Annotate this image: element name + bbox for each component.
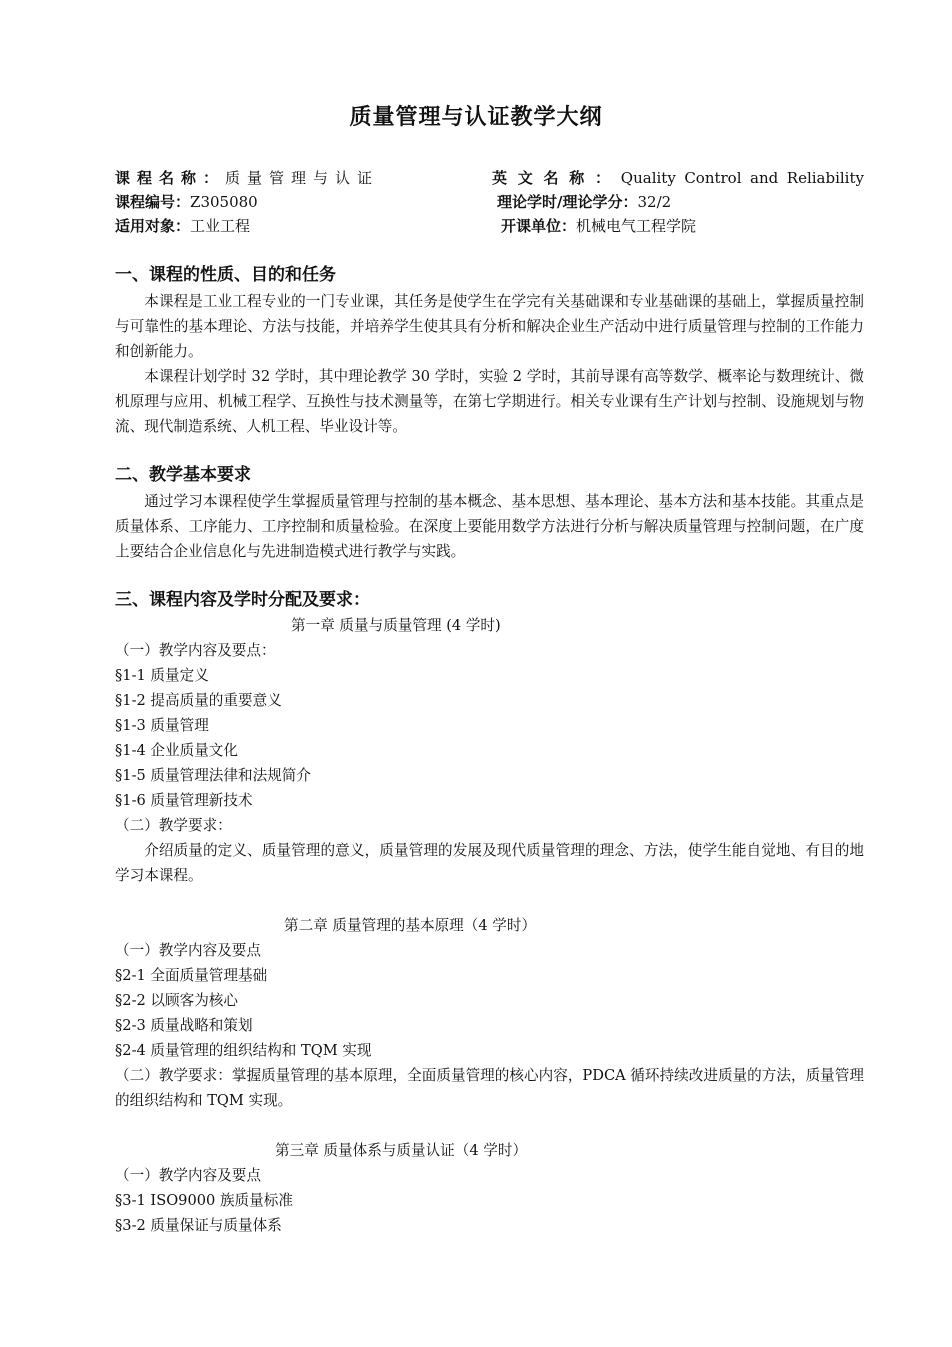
- chapter2-item: §2-1 全面质量管理基础: [115, 967, 268, 984]
- chapter1-item: §1-1 质量定义: [115, 667, 209, 684]
- chapter3-item: §3-1 ISO9000 族质量标准: [115, 1192, 293, 1209]
- chapter3-title: 第三章 质量体系与质量认证（4 学时）: [275, 1142, 528, 1159]
- chapter2-item: §2-4 质量管理的组织结构和 TQM 实现: [115, 1042, 372, 1059]
- chapter1-item: §1-3 质量管理: [115, 717, 209, 734]
- course-code-row: [115, 190, 258, 214]
- chapter1-item: §1-4 企业质量文化: [115, 742, 238, 759]
- english-name-row: [492, 166, 864, 190]
- course-name-label: 课程名称：: [115, 169, 226, 187]
- chapter3-content-label: （一）教学内容及要点: [115, 1167, 261, 1184]
- chapter3-item: §3-2 质量保证与质量体系: [115, 1217, 282, 1234]
- hours-label: 理论学时/理论学分：: [497, 193, 638, 211]
- chapter1-requirement-text: 介绍质量的定义、质量管理的意义，质量管理的发展及现代质量管理的理念、方法，使学生能自觉地、有目的地学习本课程。: [115, 842, 864, 884]
- hours-row: [497, 190, 671, 214]
- section2-heading: 二、教学基本要求: [115, 465, 251, 485]
- chapter1-content-label: （一）教学内容及要点：: [115, 642, 276, 659]
- audience-value: 工业工程: [190, 217, 251, 235]
- unit-label: 开课单位：: [501, 217, 577, 235]
- chapter1-item: §1-6 质量管理新技术: [115, 792, 253, 809]
- chapter2-requirement-text: （二）教学要求：掌握质量管理的基本原理，全面质量管理的核心内容，PDCA 循环持续改进质量的方法，质量管理的组织结构和 TQM 实现。: [115, 1067, 864, 1109]
- english-name-value: Quality Control and Reliability: [620, 169, 864, 187]
- chapter2-item: §2-2 以顾客为核心: [115, 992, 238, 1009]
- section1-paragraph-1: 本课程是工业工程专业的一门专业课，其任务是使学生在学完有关基础课和专业基础课的基础上，掌握质量控制与可靠性的基本理论、方法与技能，并培养学生使其具有分析和解决企业生产活动中进行质量管理与控制的工作能力和创新能力。: [115, 293, 864, 360]
- unit-value: 机械电气工程学院: [576, 217, 697, 235]
- course-name-value: 质量管理与认证: [225, 169, 380, 187]
- chapter1-requirement-label: （二）教学要求：: [115, 817, 232, 834]
- chapter2-item: §2-3 质量战略和策划: [115, 1017, 253, 1034]
- chapter1-title: 第一章 质量与质量管理 (4 学时): [291, 617, 501, 634]
- chapter1-item: §1-2 提高质量的重要意义: [115, 692, 282, 709]
- section3-heading: 三、课程内容及学时分配及要求：: [115, 590, 370, 610]
- course-code-value: Z305080: [190, 193, 258, 211]
- section1-heading: 一、课程的性质、目的和任务: [115, 265, 336, 285]
- section1-paragraph-2: 本课程计划学时 32 学时，其中理论教学 30 学时，实验 2 学时，其前导课有高等数学、概率论与数理统计、微机原理与应用、机械工程学、互换性与技术测量等，在第七学期进行。相关专业课有生产计划与控制、设施规划与物流、现代制造系统、人机工程、毕业设计等。: [115, 368, 864, 435]
- audience-row: [115, 214, 250, 238]
- audience-label: 适用对象：: [115, 217, 191, 235]
- section2-paragraph-1: 通过学习本课程使学生掌握质量管理与控制的基本概念、基本思想、基本理论、基本方法和基本技能。其重点是质量体系、工序能力、工序控制和质量检验。在深度上要能用数学方法进行分析与解决质量管理与控制问题，在广度上要结合企业信息化与先进制造模式进行教学与实践。: [115, 493, 864, 560]
- course-code-label: 课程编号：: [115, 193, 191, 211]
- chapter2-title: 第二章 质量管理的基本原理（4 学时）: [284, 917, 537, 934]
- unit-row: [501, 214, 696, 238]
- hours-value: 32/2: [637, 193, 672, 211]
- document-title: 质量管理与认证教学大纲: [349, 104, 603, 130]
- course-name-row: [115, 166, 379, 190]
- chapter2-content-label: （一）教学内容及要点: [115, 942, 261, 959]
- english-name-label: 英文名称：: [492, 169, 621, 187]
- chapter1-item: §1-5 质量管理法律和法规简介: [115, 767, 311, 784]
